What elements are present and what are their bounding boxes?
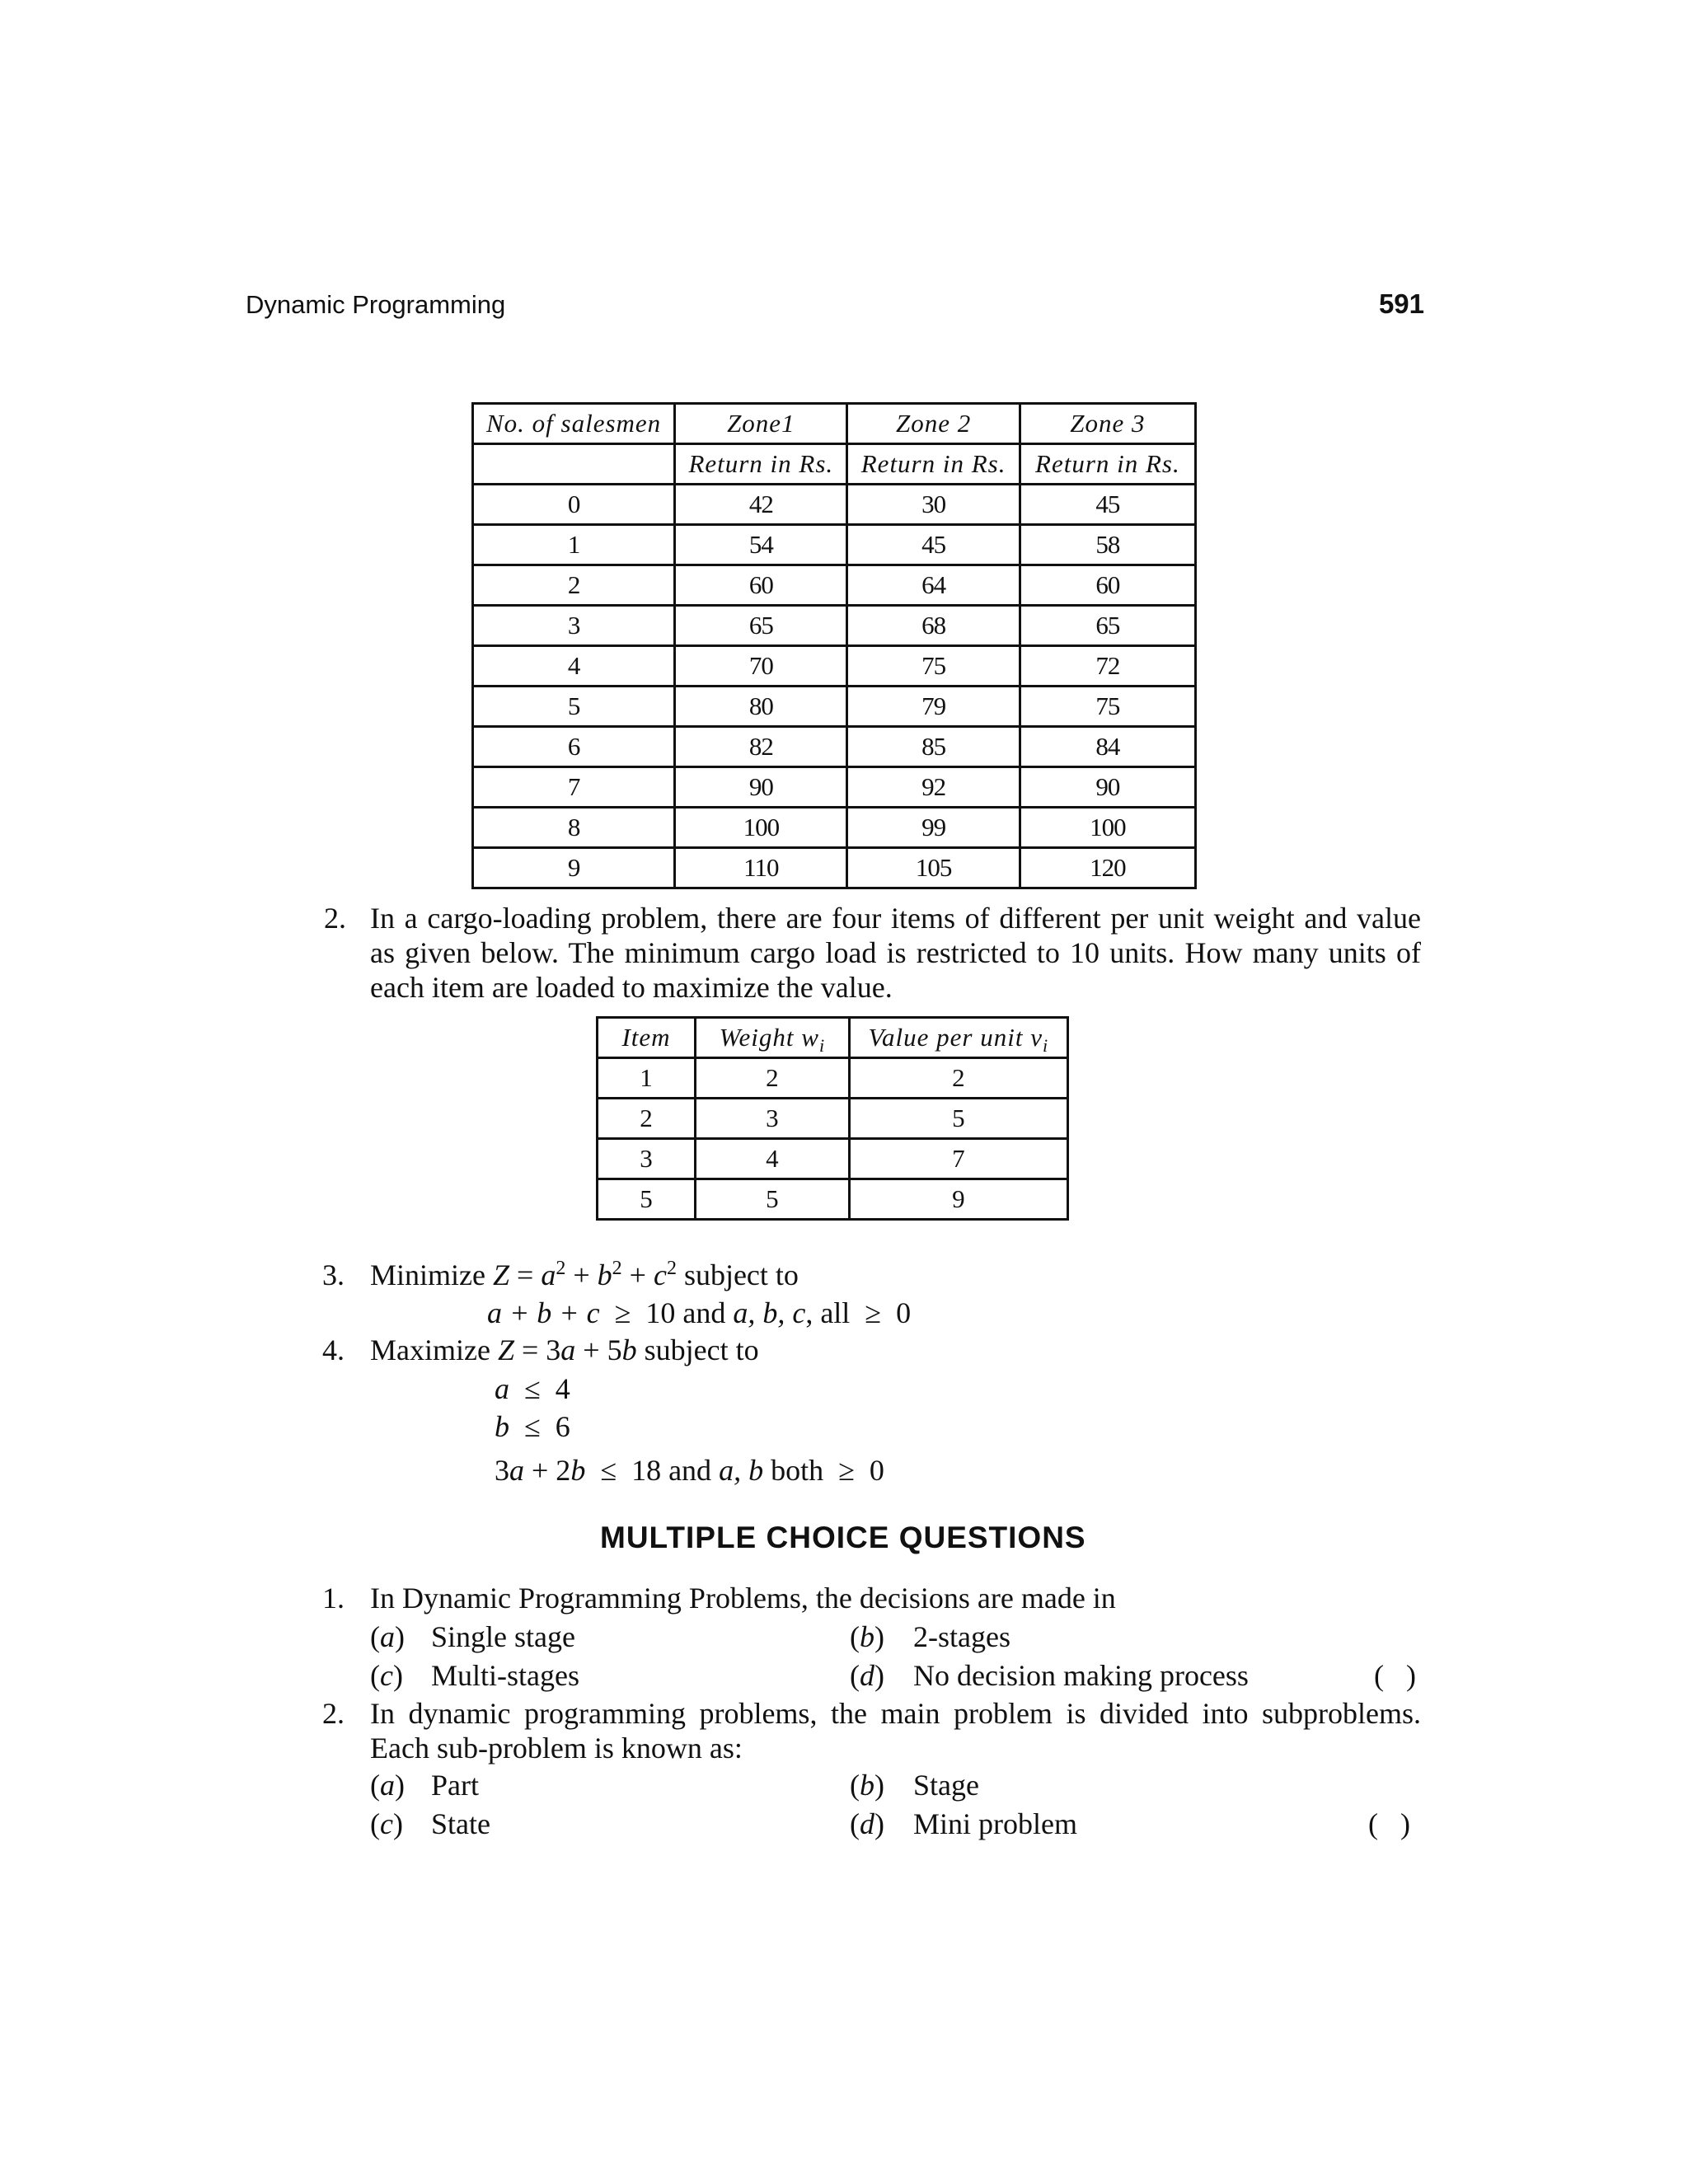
q3-a-sq: 2 bbox=[556, 1258, 566, 1279]
table-row bbox=[598, 1179, 1068, 1220]
table-row bbox=[473, 848, 1196, 888]
q4-constraint-2 bbox=[495, 1409, 570, 1444]
q4-c3-pre: 3 bbox=[495, 1454, 509, 1487]
table-cell: 100 bbox=[1020, 808, 1195, 848]
table-row bbox=[598, 1139, 1068, 1179]
mcq-option: (d) bbox=[850, 1659, 884, 1692]
question-number: 2. bbox=[324, 902, 346, 935]
page-number: 591 bbox=[1378, 288, 1424, 319]
section-title: MULTIPLE CHOICE QUESTIONS bbox=[600, 1521, 1086, 1554]
q3-c-sq: 2 bbox=[666, 1258, 677, 1279]
mcq-number: 1. bbox=[322, 1582, 345, 1615]
q3-vars: a, b, c bbox=[733, 1296, 806, 1329]
table-row bbox=[598, 1099, 1068, 1139]
answer-box: ( ) bbox=[1374, 1659, 1416, 1692]
q4-c3-ge: ≥ bbox=[838, 1454, 855, 1487]
table-row bbox=[598, 1058, 1068, 1099]
mcq-question-text: In dynamic programming problems, the main problem is divided into subproblems. Each sub-problem is known as: bbox=[370, 1697, 1421, 1765]
q3-eq: = bbox=[509, 1258, 542, 1291]
q3-c: c bbox=[653, 1258, 667, 1291]
option-label: c bbox=[380, 1807, 393, 1840]
q4-c1-var: a bbox=[495, 1372, 509, 1405]
q3-subject: subject to bbox=[676, 1258, 799, 1291]
table-row bbox=[473, 687, 1196, 727]
table-cell: 60 bbox=[1020, 565, 1195, 606]
q3-ge: ≥ bbox=[614, 1296, 631, 1329]
q3-b: b bbox=[597, 1258, 612, 1291]
table-cell: 80 bbox=[675, 687, 847, 727]
header-salesmen: No. of salesmen bbox=[473, 404, 675, 444]
q3-plus2: + bbox=[621, 1258, 654, 1291]
q3-zero: 0 bbox=[896, 1296, 912, 1329]
table-row bbox=[473, 525, 1196, 565]
q3-all: , all bbox=[805, 1296, 851, 1329]
option-text: Part bbox=[431, 1769, 479, 1802]
table-subheader-row bbox=[473, 444, 1196, 485]
subheader-empty bbox=[473, 444, 675, 485]
q4-c2-val: 6 bbox=[555, 1410, 570, 1443]
q3-minimize: Minimize bbox=[370, 1258, 493, 1291]
header-weight bbox=[695, 1018, 849, 1058]
table-row bbox=[473, 767, 1196, 808]
header-value-subscript: i bbox=[1042, 1035, 1049, 1057]
header-weight-label: Weight w bbox=[719, 1023, 819, 1052]
mcq-option: (c) bbox=[370, 1807, 403, 1840]
subheader-zone2: Return in Rs. bbox=[847, 444, 1020, 485]
header-zone2: Zone 2 bbox=[847, 404, 1020, 444]
table-row bbox=[473, 485, 1196, 525]
q4-c3-val: 18 and bbox=[631, 1454, 712, 1487]
option-text: 2-stages bbox=[913, 1620, 1010, 1653]
table-header-row bbox=[473, 404, 1196, 444]
mcq-option: (c) bbox=[370, 1659, 403, 1692]
q4-objective bbox=[370, 1333, 759, 1367]
q4-c3-mid: + 2 bbox=[524, 1454, 571, 1487]
answer-box: ( ) bbox=[1368, 1807, 1410, 1840]
salesmen-returns-table bbox=[471, 402, 1197, 889]
q3-objective bbox=[370, 1258, 799, 1292]
option-label: a bbox=[380, 1769, 395, 1802]
option-label: b bbox=[860, 1620, 874, 1653]
q4-c3-op: ≤ bbox=[600, 1454, 617, 1487]
table-cell: 45 bbox=[1020, 485, 1195, 525]
option-text: Single stage bbox=[431, 1620, 575, 1653]
q4-mid: + 5 bbox=[575, 1333, 622, 1366]
table-header-row bbox=[598, 1018, 1068, 1058]
table-cell: 3 bbox=[598, 1139, 696, 1179]
table-cell: 5 bbox=[695, 1179, 849, 1220]
option-label: d bbox=[860, 1659, 874, 1692]
table-cell: 75 bbox=[1020, 687, 1195, 727]
table-cell: 105 bbox=[847, 848, 1020, 888]
table-cell: 5 bbox=[598, 1179, 696, 1220]
mcq-option: (d) bbox=[850, 1807, 884, 1840]
option-text: Stage bbox=[913, 1769, 979, 1802]
q4-b: b bbox=[621, 1333, 637, 1366]
table-cell: 64 bbox=[847, 565, 1020, 606]
mcq-option: (a) bbox=[370, 1769, 405, 1802]
option-text: Mini problem bbox=[913, 1807, 1077, 1840]
header-weight-subscript: i bbox=[818, 1035, 826, 1057]
mcq-option: (b) bbox=[850, 1769, 884, 1802]
header-zone1: Zone1 bbox=[675, 404, 847, 444]
table-cell: 42 bbox=[675, 485, 847, 525]
q4-c3-zero: 0 bbox=[869, 1454, 884, 1487]
table-cell: 45 bbox=[847, 525, 1020, 565]
mcq-option: (a) bbox=[370, 1620, 405, 1653]
q3-lhs: a + b + c bbox=[487, 1296, 600, 1329]
table-cell: 120 bbox=[1020, 848, 1195, 888]
cargo-items-table bbox=[596, 1016, 1069, 1221]
table-cell: 2 bbox=[849, 1058, 1067, 1099]
table-cell: 92 bbox=[847, 767, 1020, 808]
header-value-label: Value per unit v bbox=[868, 1023, 1043, 1052]
q3-plus1: + bbox=[565, 1258, 598, 1291]
option-label: a bbox=[380, 1620, 395, 1653]
q3-a: a bbox=[541, 1258, 556, 1291]
table-cell: 70 bbox=[675, 646, 847, 687]
header-item: Item bbox=[598, 1018, 696, 1058]
table-cell: 2 bbox=[598, 1099, 696, 1139]
table-cell: 82 bbox=[675, 727, 847, 767]
q3-z: Z bbox=[492, 1258, 510, 1291]
question-number: 3. bbox=[322, 1258, 345, 1291]
table-cell: 58 bbox=[1020, 525, 1195, 565]
q4-c2-var: b bbox=[495, 1410, 509, 1443]
q4-c3-both: both bbox=[771, 1454, 824, 1487]
table-body bbox=[473, 485, 1196, 888]
subheader-zone1: Return in Rs. bbox=[675, 444, 847, 485]
table-cell: 30 bbox=[847, 485, 1020, 525]
table-cell: 72 bbox=[1020, 646, 1195, 687]
table-cell: 60 bbox=[675, 565, 847, 606]
table-cell: 8 bbox=[473, 808, 675, 848]
table-cell: 2 bbox=[473, 565, 675, 606]
table-cell: 75 bbox=[847, 646, 1020, 687]
question-text: In a cargo-loading problem, there are four items of different per unit weight and value as given below. The minimum cargo load is restricted to 10 units. How many units of each item are loaded to maximize the value. bbox=[370, 902, 1421, 1004]
table-cell: 7 bbox=[473, 767, 675, 808]
header-zone3: Zone 3 bbox=[1020, 404, 1195, 444]
table-cell: 2 bbox=[695, 1058, 849, 1099]
q4-c1-val: 4 bbox=[555, 1372, 570, 1405]
table-cell: 6 bbox=[473, 727, 675, 767]
table-cell: 9 bbox=[473, 848, 675, 888]
table-row bbox=[473, 606, 1196, 646]
table-cell: 65 bbox=[1020, 606, 1195, 646]
table-row bbox=[473, 727, 1196, 767]
table-cell: 5 bbox=[849, 1099, 1067, 1139]
table-row bbox=[473, 808, 1196, 848]
table-cell: 90 bbox=[1020, 767, 1195, 808]
q4-z: Z bbox=[497, 1333, 514, 1366]
table-cell: 4 bbox=[695, 1139, 849, 1179]
table-row bbox=[473, 646, 1196, 687]
q4-c2-op: ≤ bbox=[524, 1410, 541, 1443]
table-cell: 79 bbox=[847, 687, 1020, 727]
table-cell: 7 bbox=[849, 1139, 1067, 1179]
header-value bbox=[849, 1018, 1067, 1058]
table-cell: 9 bbox=[849, 1179, 1067, 1220]
option-label: d bbox=[860, 1807, 874, 1840]
mcq-question-text: In Dynamic Programming Problems, the decisions are made in bbox=[370, 1582, 1116, 1615]
table-cell: 84 bbox=[1020, 727, 1195, 767]
q3-ge2: ≥ bbox=[865, 1296, 882, 1329]
q4-c3-b: b bbox=[570, 1454, 586, 1487]
q4-expr-pre: = 3 bbox=[513, 1333, 561, 1366]
table-body bbox=[598, 1058, 1068, 1220]
q4-constraint-1 bbox=[495, 1371, 570, 1406]
option-label: b bbox=[860, 1769, 874, 1802]
q3-constraint bbox=[487, 1296, 911, 1330]
question-number: 4. bbox=[322, 1333, 345, 1366]
table-row bbox=[473, 565, 1196, 606]
table-cell: 68 bbox=[847, 606, 1020, 646]
q4-c3-a: a bbox=[509, 1454, 524, 1487]
table-cell: 85 bbox=[847, 727, 1020, 767]
table-cell: 4 bbox=[473, 646, 675, 687]
table-cell: 1 bbox=[598, 1058, 696, 1099]
table-cell: 3 bbox=[473, 606, 675, 646]
subheader-zone3: Return in Rs. bbox=[1020, 444, 1195, 485]
q4-constraint-3 bbox=[495, 1453, 884, 1488]
option-label: c bbox=[380, 1659, 393, 1692]
table-cell: 100 bbox=[675, 808, 847, 848]
option-text: State bbox=[431, 1807, 490, 1840]
q4-a: a bbox=[560, 1333, 576, 1366]
mcq-number: 2. bbox=[322, 1697, 345, 1730]
table-cell: 0 bbox=[473, 485, 675, 525]
q4-subject: subject to bbox=[636, 1333, 759, 1366]
table-cell: 99 bbox=[847, 808, 1020, 848]
table-cell: 90 bbox=[675, 767, 847, 808]
option-text: No decision making process bbox=[913, 1659, 1249, 1692]
q4-c3-vars: a, b bbox=[719, 1454, 764, 1487]
table-cell: 65 bbox=[675, 606, 847, 646]
table-cell: 54 bbox=[675, 525, 847, 565]
table-cell: 5 bbox=[473, 687, 675, 727]
mcq-option: (b) bbox=[850, 1620, 884, 1653]
q4-maximize: Maximize bbox=[370, 1333, 498, 1366]
table-cell: 1 bbox=[473, 525, 675, 565]
table-cell: 110 bbox=[675, 848, 847, 888]
table-cell: 3 bbox=[695, 1099, 849, 1139]
q3-rhs: 10 and bbox=[645, 1296, 726, 1329]
q4-c1-op: ≤ bbox=[524, 1372, 541, 1405]
q3-b-sq: 2 bbox=[612, 1258, 622, 1279]
running-header-title: Dynamic Programming bbox=[246, 290, 506, 319]
option-text: Multi-stages bbox=[431, 1659, 579, 1692]
